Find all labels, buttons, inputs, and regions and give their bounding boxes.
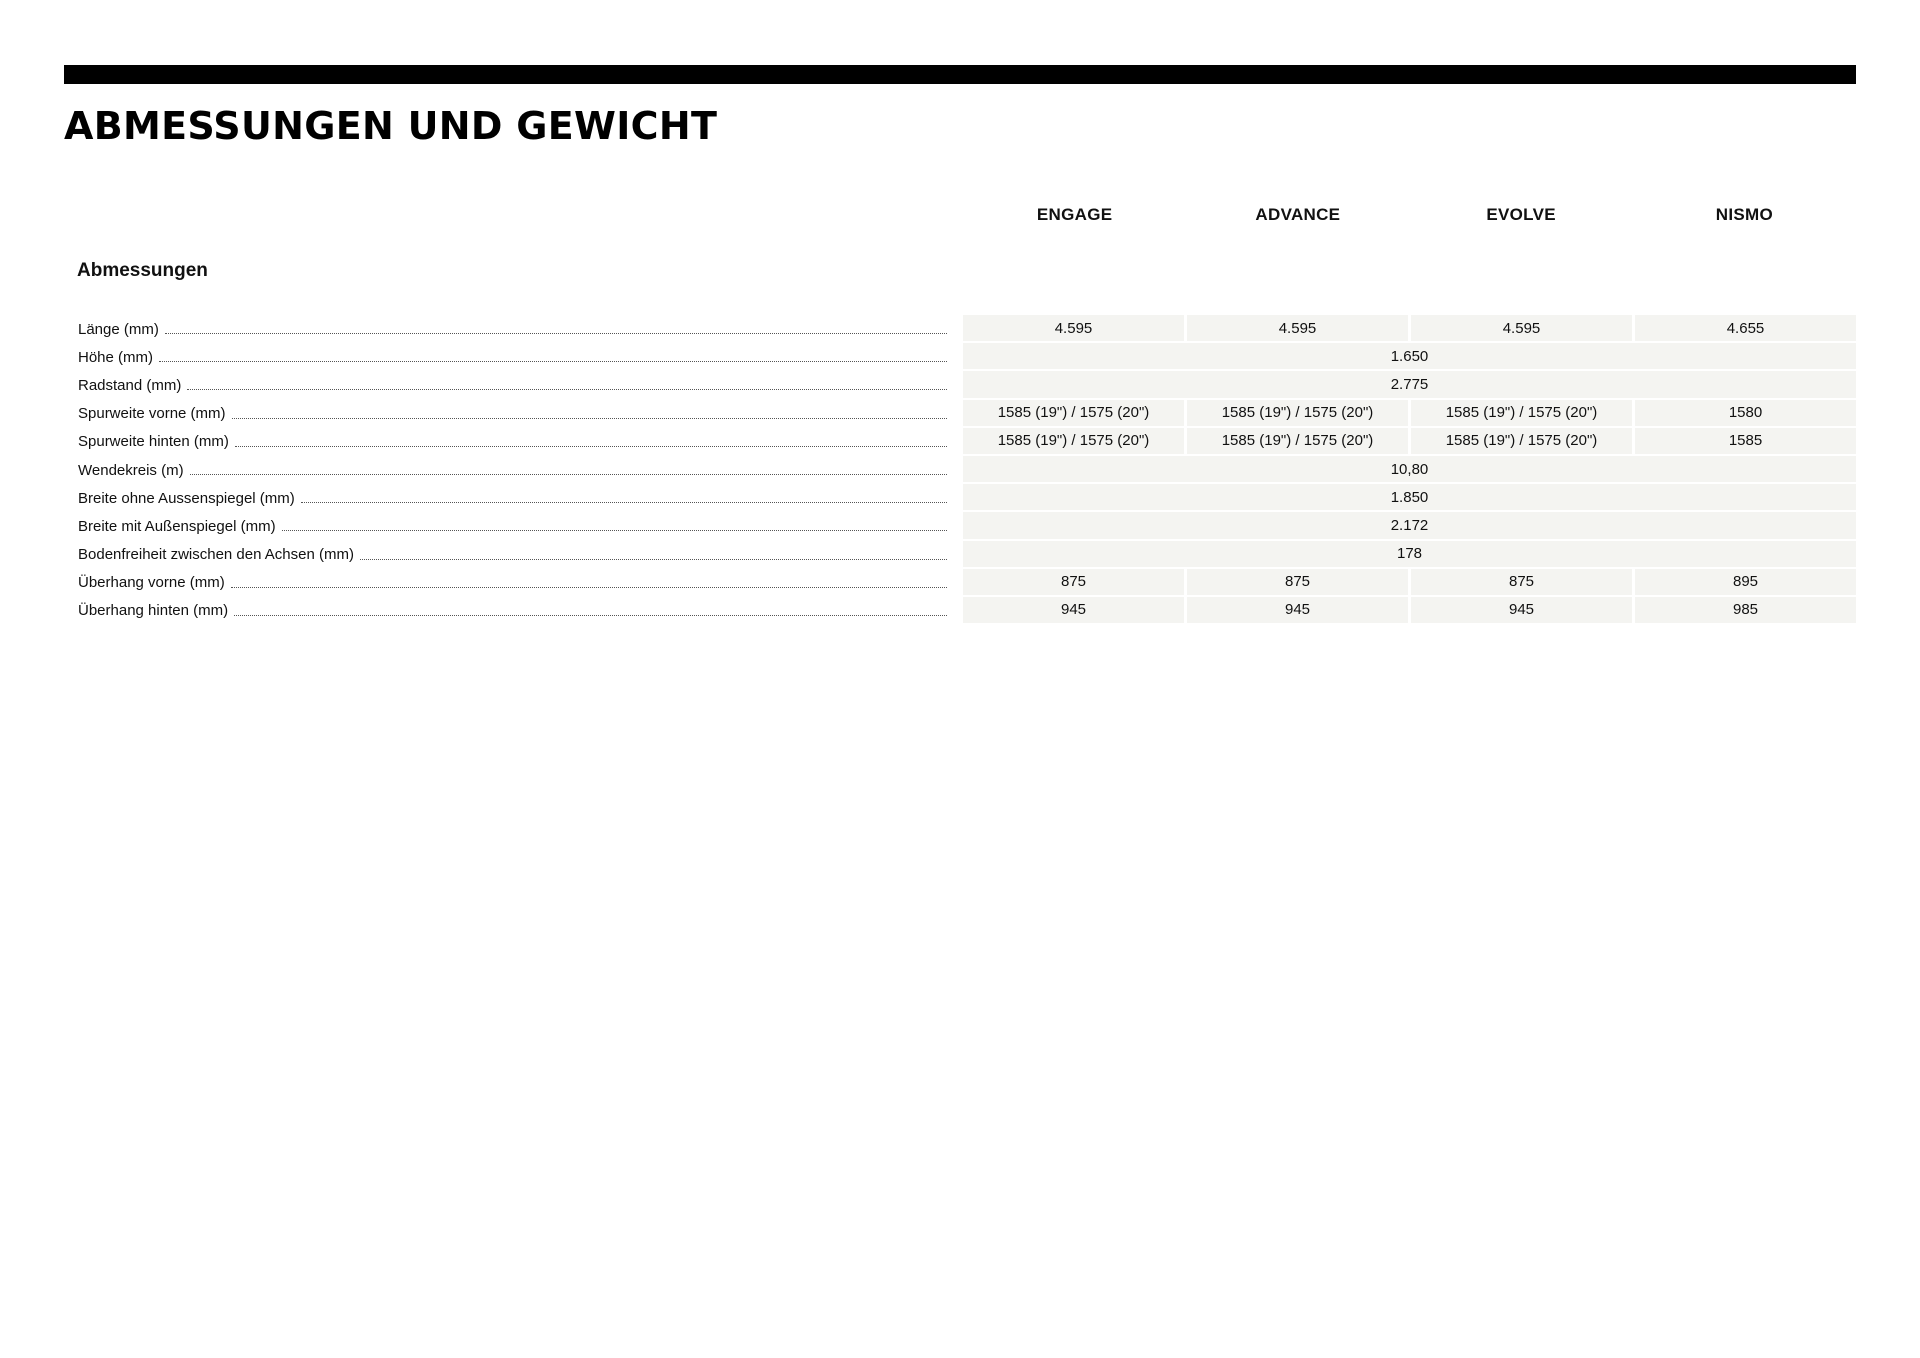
column-headers <box>963 200 1856 230</box>
table-row <box>78 541 1856 569</box>
table-row <box>78 512 1856 540</box>
spec-values <box>963 343 1856 371</box>
column-header-evolve: EVOLVE <box>1486 205 1556 224</box>
table-row <box>78 315 1856 343</box>
column-header-nismo: NISMO <box>1715 205 1773 224</box>
spec-value: 875 <box>1187 569 1408 595</box>
spec-label: Breite mit Außenspiegel (mm) <box>78 517 276 535</box>
table-row <box>78 484 1856 512</box>
spec-value-all-trims: 2.172 <box>963 512 1856 538</box>
spec-value: 1585 (19") / 1575 (20") <box>1411 400 1632 426</box>
spec-value: 945 <box>1411 597 1632 623</box>
spec-value: 895 <box>1635 569 1856 595</box>
spec-label: Spurweite hinten (mm) <box>78 433 229 451</box>
spec-value: 945 <box>1187 597 1408 623</box>
spec-label: Bodenfreiheit zwischen den Achsen (mm) <box>78 546 354 564</box>
spec-label-cell <box>78 541 947 569</box>
spec-label: Spurweite vorne (mm) <box>78 405 226 423</box>
spec-label-cell <box>78 371 947 399</box>
spec-values <box>963 541 1856 569</box>
table-row <box>78 597 1856 625</box>
leader-dots <box>301 502 947 503</box>
spec-value: 1585 (19") / 1575 (20") <box>963 400 1184 426</box>
spec-label: Länge (mm) <box>78 320 159 338</box>
spec-label: Höhe (mm) <box>78 348 154 366</box>
spec-label: Breite ohne Aussenspiegel (mm) <box>78 489 295 507</box>
table-row <box>78 343 1856 371</box>
leader-dots <box>360 559 947 560</box>
leader-dots <box>159 361 947 362</box>
leader-dots <box>235 446 947 447</box>
spec-table <box>78 315 1856 625</box>
spec-value: 1585 (19") / 1575 (20") <box>963 428 1184 454</box>
spec-label-cell <box>78 428 947 456</box>
column-header-advance: ADVANCE <box>1255 205 1341 224</box>
leader-dots <box>234 615 947 616</box>
page-title: ABMESSUNGEN UND GEWICHT <box>64 104 718 148</box>
spec-value: 875 <box>1411 569 1632 595</box>
spec-value: 945 <box>963 597 1184 623</box>
spec-label: Überhang vorne (mm) <box>78 574 225 592</box>
spec-value: 4.595 <box>1187 315 1408 341</box>
table-row <box>78 428 1856 456</box>
spec-value-all-trims: 10,80 <box>963 456 1856 482</box>
spec-value: 1585 <box>1635 428 1856 454</box>
table-row <box>78 569 1856 597</box>
leader-dots <box>282 530 947 531</box>
spec-label-cell <box>78 456 947 484</box>
table-row <box>78 456 1856 484</box>
spec-values <box>963 512 1856 540</box>
spec-label: Überhang hinten (mm) <box>78 602 229 620</box>
spec-label-cell <box>78 512 947 540</box>
spec-label-cell <box>78 569 947 597</box>
spec-value: 4.595 <box>963 315 1184 341</box>
spec-value: 4.655 <box>1635 315 1856 341</box>
spec-label-cell <box>78 343 947 371</box>
spec-value: 1580 <box>1635 400 1856 426</box>
spec-values <box>963 597 1856 625</box>
leader-dots <box>187 389 947 390</box>
section-title: Abmessungen <box>77 260 208 281</box>
spec-label: Radstand (mm) <box>78 376 182 394</box>
top-bar <box>64 65 1856 84</box>
spec-value: 1585 (19") / 1575 (20") <box>1411 428 1632 454</box>
table-row <box>78 371 1856 399</box>
spec-label-cell <box>78 400 947 428</box>
spec-value-all-trims: 178 <box>963 541 1856 567</box>
spec-label-cell <box>78 484 947 512</box>
spec-values <box>963 371 1856 399</box>
spec-values <box>963 456 1856 484</box>
column-header-engage: ENGAGE <box>1036 205 1113 224</box>
spec-values <box>963 484 1856 512</box>
spec-value: 875 <box>963 569 1184 595</box>
spec-value: 4.595 <box>1411 315 1632 341</box>
spec-label-cell <box>78 597 947 625</box>
table-row <box>78 400 1856 428</box>
spec-values <box>963 315 1856 343</box>
spec-value: 1585 (19") / 1575 (20") <box>1187 400 1408 426</box>
leader-dots <box>231 587 947 588</box>
spec-values <box>963 400 1856 428</box>
leader-dots <box>190 474 947 475</box>
spec-value-all-trims: 1.850 <box>963 484 1856 510</box>
spec-label: Wendekreis (m) <box>78 461 184 479</box>
spec-values <box>963 428 1856 456</box>
spec-values <box>963 569 1856 597</box>
spec-value-all-trims: 2.775 <box>963 371 1856 397</box>
spec-value: 1585 (19") / 1575 (20") <box>1187 428 1408 454</box>
leader-dots <box>232 418 947 419</box>
spec-value-all-trims: 1.650 <box>963 343 1856 369</box>
leader-dots <box>165 333 947 334</box>
spec-value: 985 <box>1635 597 1856 623</box>
spec-label-cell <box>78 315 947 343</box>
